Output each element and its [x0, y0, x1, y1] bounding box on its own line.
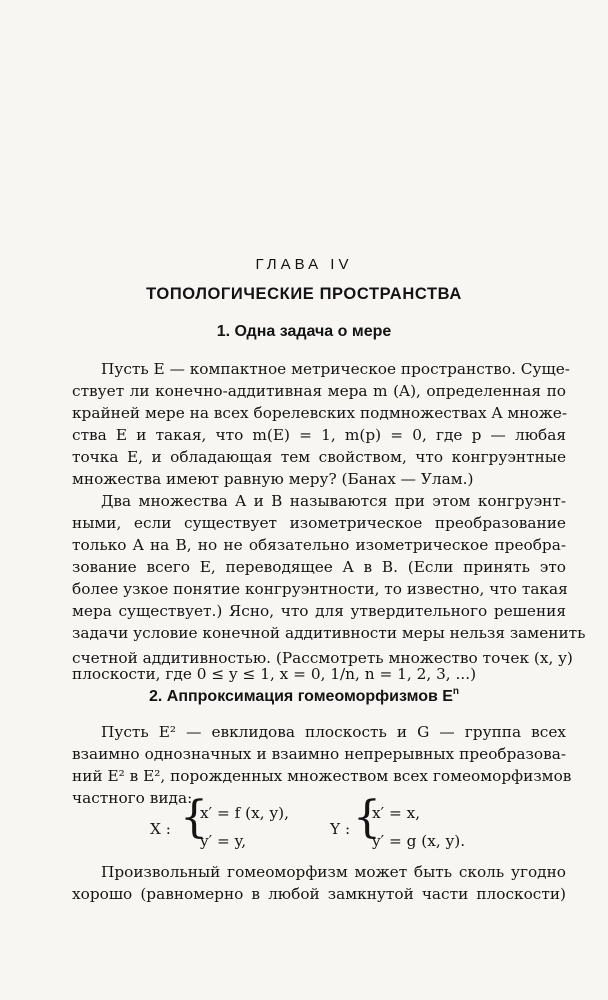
text-line: Два множества A и B называются при этом конгруэнт- [101, 492, 566, 510]
formula-y-label: Y : [330, 820, 351, 838]
text-line: хорошо (равномерно в любой замкнутой части плоскости) [72, 885, 566, 903]
text-line: Пусть E — компактное метрическое пространство. Суще- [101, 360, 570, 378]
chapter-title: ТОПОЛОГИЧЕСКИЕ ПРОСТРАНСТВА [146, 285, 462, 303]
formula-y-line2: y′ = g (x, y). [372, 832, 466, 850]
text-line: Произвольный гомеоморфизм может быть сколь угодно [101, 863, 566, 881]
left-brace-icon: { [180, 792, 208, 843]
formula-x-label: X : [150, 820, 171, 838]
text-line: ствует ли конечно-аддитивная мера m (A), определенная по [72, 382, 566, 400]
text-line: взаимно однозначных и взаимно непрерывных преобразова- [72, 745, 566, 763]
formula-x-line2: y′ = y, [200, 832, 247, 850]
text-line: ний E² в E², порожденных множеством всех гомеоморфизмов [72, 767, 572, 785]
text-line: Пусть E² — евклидова плоскость и G — группа всех [101, 723, 566, 741]
formula-y-line1: x′ = x, [372, 804, 421, 822]
chapter-label: ГЛАВА IV [255, 256, 353, 273]
section-2-title [0, 686, 608, 706]
text-line: ства E и такая, что m(E) = 1, m(p) = 0, где p — любая [72, 426, 566, 444]
left-brace-icon: { [353, 792, 381, 843]
section-1-title: 1. Одна задача о мере [216, 323, 392, 340]
text-line: только A на B, но не обязательно изометрическое преобра- [72, 536, 566, 554]
text-line: задачи условие конечной аддитивности меры нельзя заменить [72, 624, 586, 642]
text-line: частного вида: [72, 789, 193, 807]
text-line: плоскости, где 0 ≤ y ≤ 1, x = 0, 1/n, n = 1, 2, 3, ...) [72, 665, 477, 683]
section-2-title-text: 2. Аппроксимация гомеоморфизмов E [148, 688, 453, 705]
section-2-title-sup: n [452, 686, 460, 697]
text-line: счетной аддитивностью. (Рассмотреть множество точек (x, y) [72, 649, 573, 667]
text-line: более узкое понятие конгруэнтности, то известно, что такая [72, 580, 568, 598]
text-line: крайней мере на всех борелевских подмножествах A множе- [72, 404, 567, 422]
formula-x-line1: x′ = f (x, y), [200, 804, 289, 822]
text-line: ными, если существует изометрическое преобразование [72, 514, 566, 532]
text-line: множества имеют равную меру? (Банах — Улам.) [72, 470, 474, 488]
text-line: зование всего E, переводящее A в B. (Если принять это [72, 558, 566, 576]
text-line: точка E, и обладающая тем свойством, что конгруэнтные [72, 448, 566, 466]
text-line: мера существует.) Ясно, что для утвердительного решения [72, 602, 566, 620]
